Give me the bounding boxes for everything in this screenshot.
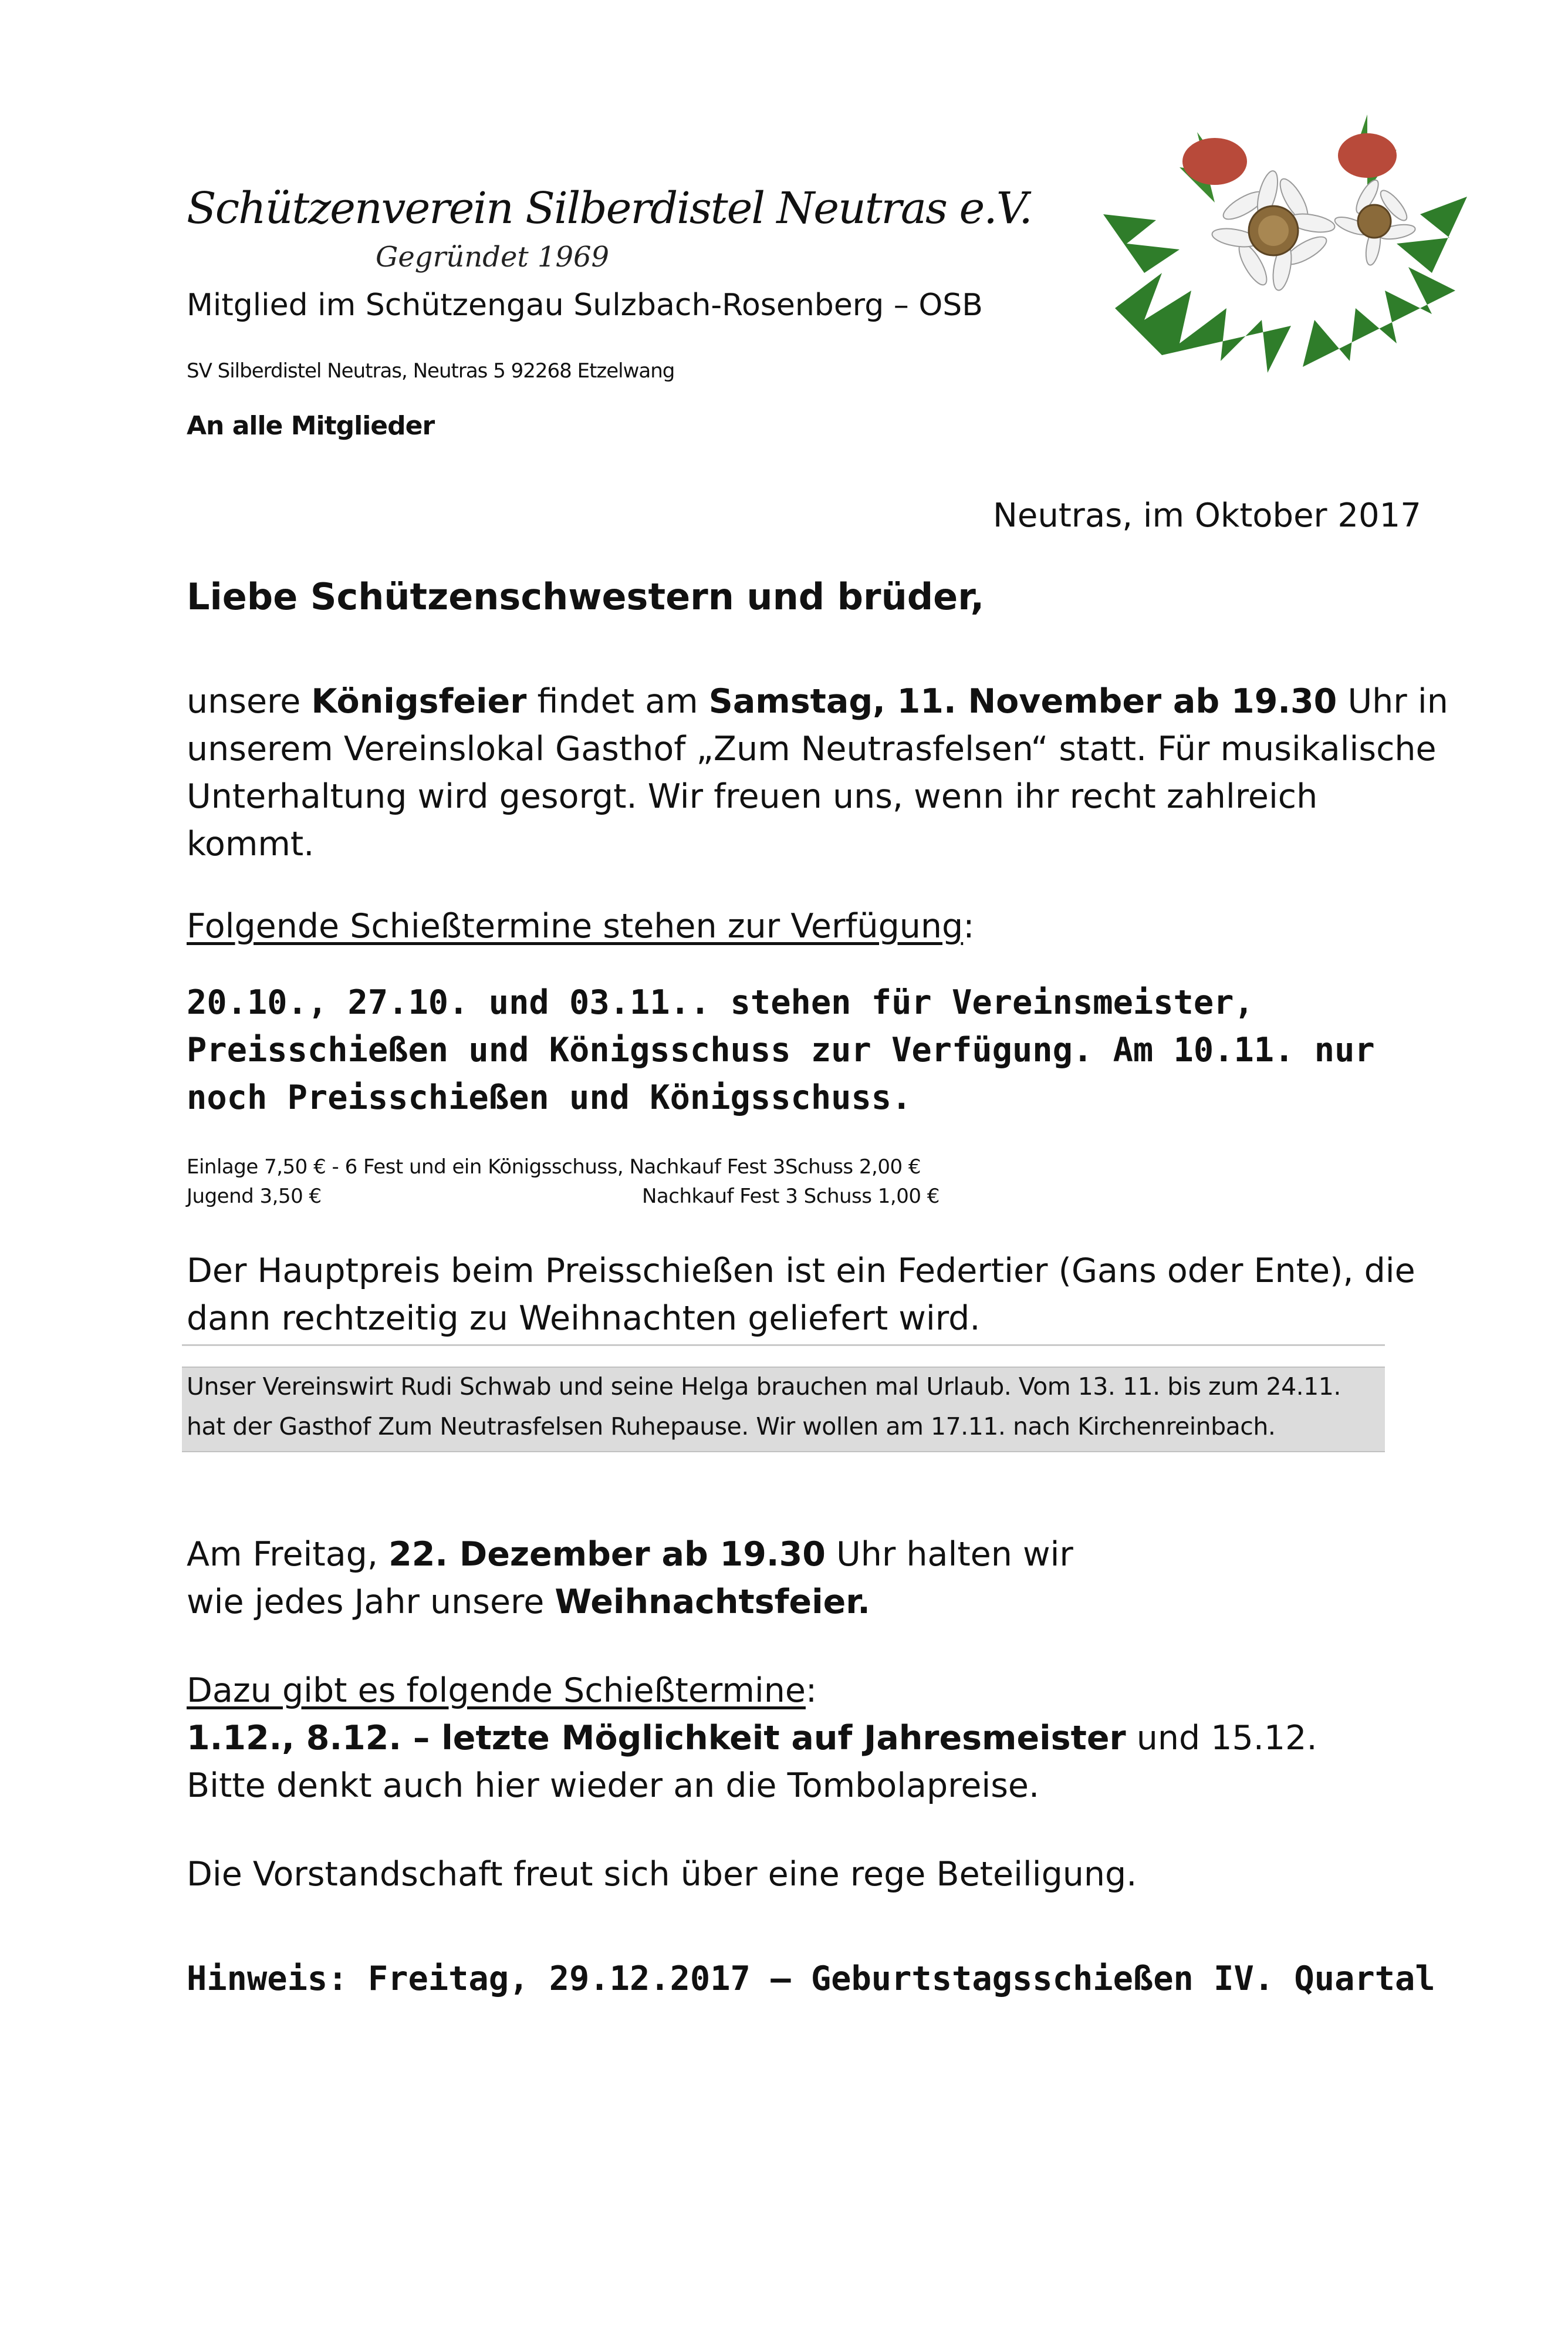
- weihnachtsfeier-paragraph: [187, 1531, 1454, 1626]
- notice-line: Unser Vereinswirt Rudi Schwab und seine Helga brauchen mal Urlaub. Vom 13. 11. bis zum 24.11.: [187, 1372, 1341, 1401]
- text: Uhr in unserem Vereinslokal Gasthof „Zum Neutrasfelsen“ statt. Für musikalische Unterhaltung wird gesorgt. Wir freuen uns, wenn ihr recht zahlreich kommt.: [187, 682, 1448, 863]
- salutation: Liebe Schützenschwestern und brüder,: [187, 575, 985, 618]
- hauptpreis-paragraph: Der Hauptpreis beim Preisschießen ist ein Federtier (Gans oder Ente), die dann rechtzeitig zu Weihnachten geliefert wird.: [187, 1251, 1415, 1338]
- bold-text: 22. Dezember ab 19.30: [388, 1535, 826, 1574]
- divider: [182, 1344, 1385, 1346]
- closing-line: Die Vorstandschaft freut sich über eine rege Beteiligung.: [187, 1855, 1137, 1894]
- sender-address: SV Silberdistel Neutras, Neutras 5 92268 Etzelwang: [187, 359, 675, 383]
- bold-text: Samstag, 11. November ab 19.30: [708, 682, 1337, 721]
- text: Bitte denkt auch hier wieder an die Tombolapreise.: [187, 1766, 1040, 1805]
- dazu-section: [187, 1667, 1454, 1810]
- text: Uhr halten wir: [825, 1535, 1073, 1574]
- text: und 15.12.: [1126, 1719, 1317, 1757]
- bold-text: Königsfeier: [311, 682, 527, 721]
- fee-line-adult: [187, 1155, 921, 1179]
- fee-right: Nachkauf Fest 3 Schuss 1,00 €: [642, 1185, 940, 1208]
- fee-line-youth: [187, 1185, 940, 1208]
- dateline: Neutras, im Oktober 2017: [993, 497, 1421, 535]
- notice-box: [182, 1367, 1385, 1452]
- text: wie jedes Jahr unsere: [187, 1583, 555, 1621]
- club-name: Schützenverein Silberdistel Neutras e.V.: [187, 183, 1032, 234]
- fee-left: Jugend 3,50 €: [187, 1185, 322, 1208]
- koenigsfeier-paragraph: [187, 678, 1454, 868]
- text: Am Freitag,: [187, 1535, 389, 1574]
- bold-text: Weihnachtsfeier.: [555, 1583, 870, 1621]
- recipient-line: An alle Mitglieder: [187, 411, 435, 441]
- termine-heading-text: Folgende Schießtermine stehen zur Verfügung: [187, 907, 964, 946]
- membership-line: Mitglied im Schützengau Sulzbach-Rosenberg – OSB: [187, 288, 983, 323]
- termine-text: 20.10., 27.10. und 03.11.. stehen für Vereinsmeister, Preisschießen und Königsschuss zur Verfügung. Am 10.11. nur noch Preisschießen und Königsschuss.: [187, 983, 1375, 1117]
- founded-year: Gegründet 1969: [376, 241, 610, 274]
- notice-line: hat der Gasthof Zum Neutrasfelsen Ruhepause. Wir wollen am 17.11. nach Kirchenreinbach.: [187, 1412, 1276, 1440]
- bold-text: 1.12., 8.12. – letzte Möglichkeit auf Jahresmeister: [187, 1719, 1126, 1757]
- text: unsere: [187, 682, 312, 721]
- colon: :: [805, 1671, 817, 1710]
- text: findet am: [526, 682, 709, 721]
- colon: :: [963, 907, 975, 946]
- hinweis-line: Hinweis: Freitag, 29.12.2017 – Geburtstagsschießen IV. Quartal: [187, 1959, 1435, 1998]
- dazu-heading: Dazu gibt es folgende Schießtermine: [187, 1671, 806, 1710]
- termine-heading: [187, 903, 974, 950]
- silberdistel-illustration: [1091, 97, 1479, 379]
- fee-left: Einlage 7,50 € - 6 Fest und ein Königsschuss, Nachkauf Fest 3Schuss 2,00 €: [187, 1155, 921, 1179]
